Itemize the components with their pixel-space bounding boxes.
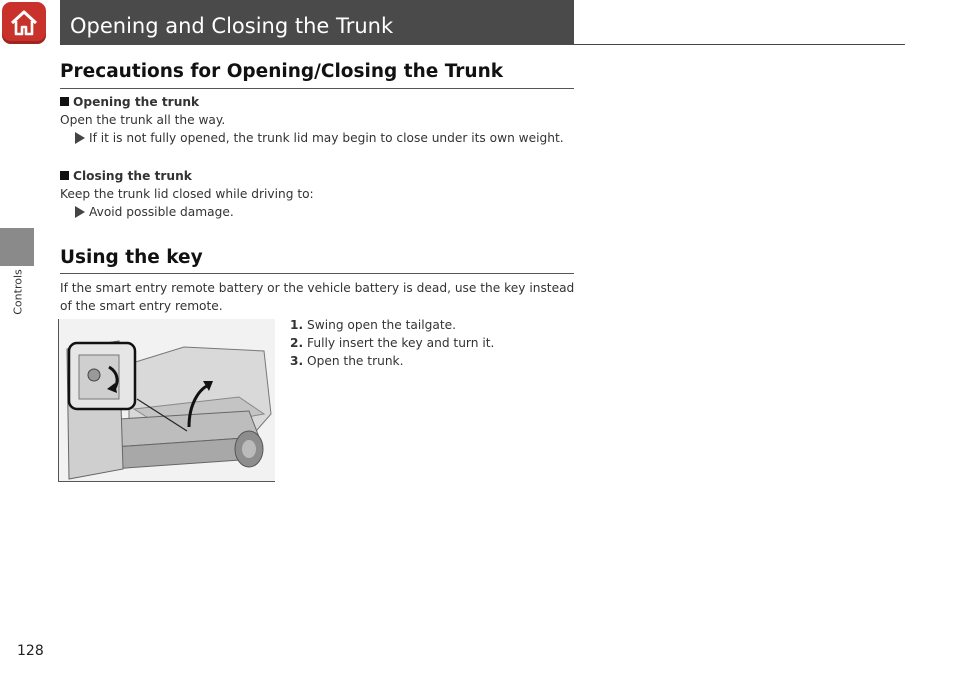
section-label: Controls: [11, 269, 25, 315]
title-rule: [574, 44, 905, 45]
key-heading: Using the key: [60, 247, 203, 268]
key-intro-line2: of the smart entry remote.: [60, 299, 223, 313]
closing-subheading: Closing the trunk: [60, 169, 192, 183]
step-1: 1. Swing open the tailgate.: [290, 318, 456, 332]
page-number: 128: [17, 643, 44, 659]
arrow-right-icon: [75, 132, 85, 144]
key-rule: [60, 273, 574, 274]
step-2: 2. Fully insert the key and turn it.: [290, 336, 495, 350]
home-button[interactable]: [2, 2, 46, 44]
arrow-right-icon: [75, 206, 85, 218]
title-bar: [60, 0, 574, 45]
opening-subheading: Opening the trunk: [60, 95, 199, 109]
closing-note: Avoid possible damage.: [75, 205, 234, 219]
closing-text: Keep the trunk lid closed while driving to:: [60, 187, 314, 201]
precautions-rule: [60, 88, 574, 89]
home-icon: [8, 7, 40, 39]
bullet-square-icon: [60, 97, 69, 106]
section-tab[interactable]: [0, 228, 34, 266]
key-intro-line1: If the smart entry remote battery or the vehicle battery is dead, use the key instead: [60, 281, 575, 295]
trunk-illustration: [58, 319, 275, 482]
opening-note: If it is not fully opened, the trunk lid may begin to close under its own weight.: [75, 131, 564, 145]
precautions-heading: Precautions for Opening/Closing the Trunk: [60, 61, 504, 82]
page-title: Opening and Closing the Trunk: [70, 14, 394, 38]
step-3: 3. Open the trunk.: [290, 354, 404, 368]
opening-text: Open the trunk all the way.: [60, 113, 226, 127]
bullet-square-icon: [60, 171, 69, 180]
